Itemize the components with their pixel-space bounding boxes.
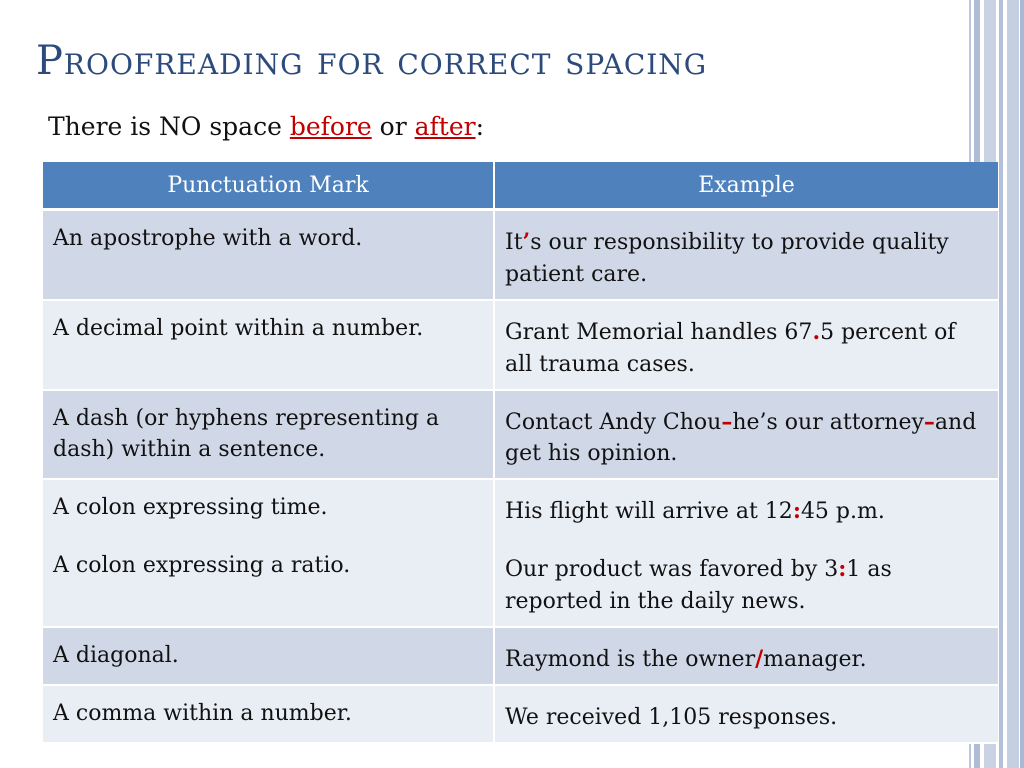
highlight-mark: ’ <box>522 229 531 255</box>
header-example: Example <box>494 162 998 210</box>
example-cell: His flight will arrive at 12:45 p.m. Our product was favored by 3:1 as reported in the daily news. <box>494 479 998 627</box>
mark-cell: A dash (or hyphens representing a dash) within a sentence. <box>43 390 494 480</box>
intro-after: after <box>414 112 476 141</box>
intro-end: : <box>475 112 484 141</box>
example-cell: Raymond is the owner/manager. <box>494 627 998 685</box>
mark-cell: A diagonal. <box>43 627 494 685</box>
slide-title: Proofreading for correct spacing <box>36 38 708 84</box>
highlight-mark: . <box>812 318 821 345</box>
example-cell: We received 1,105 responses. <box>494 685 998 743</box>
table-row <box>43 300 998 390</box>
highlight-mark: : <box>838 556 847 583</box>
table-header-row <box>43 162 998 210</box>
example-cell: Contact Andy Chou–he’s our attorney–and get his opinion. <box>494 390 998 480</box>
header-punctuation-mark: Punctuation Mark <box>43 162 494 210</box>
table-row <box>43 479 998 627</box>
decor-rail <box>999 0 1003 768</box>
table-row <box>43 390 998 480</box>
decor-rail <box>1020 0 1024 768</box>
mark-cell: A comma within a number. <box>43 685 494 743</box>
highlight-mark: : <box>792 498 801 525</box>
mark-cell: A colon expressing time. A colon expressing a ratio. <box>43 479 494 627</box>
example-cell: Grant Memorial handles 67.5 percent of all trauma cases. <box>494 300 998 390</box>
mark-cell: An apostrophe with a word. <box>43 210 494 300</box>
highlight-mark: – <box>721 408 733 435</box>
highlight-mark: / <box>755 646 764 673</box>
table-row <box>43 210 998 300</box>
intro-text: There is NO space <box>48 112 290 141</box>
highlight-mark: – <box>923 408 935 435</box>
mark-cell: A decimal point within a number. <box>43 300 494 390</box>
intro-before: before <box>289 112 372 141</box>
decor-rail <box>1007 0 1019 768</box>
intro-line <box>48 112 484 141</box>
table-row <box>43 685 998 743</box>
punctuation-table <box>43 162 998 744</box>
example-cell: It’s our responsibility to provide quality patient care. <box>494 210 998 300</box>
table-row <box>43 627 998 685</box>
intro-middle: or <box>371 112 415 141</box>
